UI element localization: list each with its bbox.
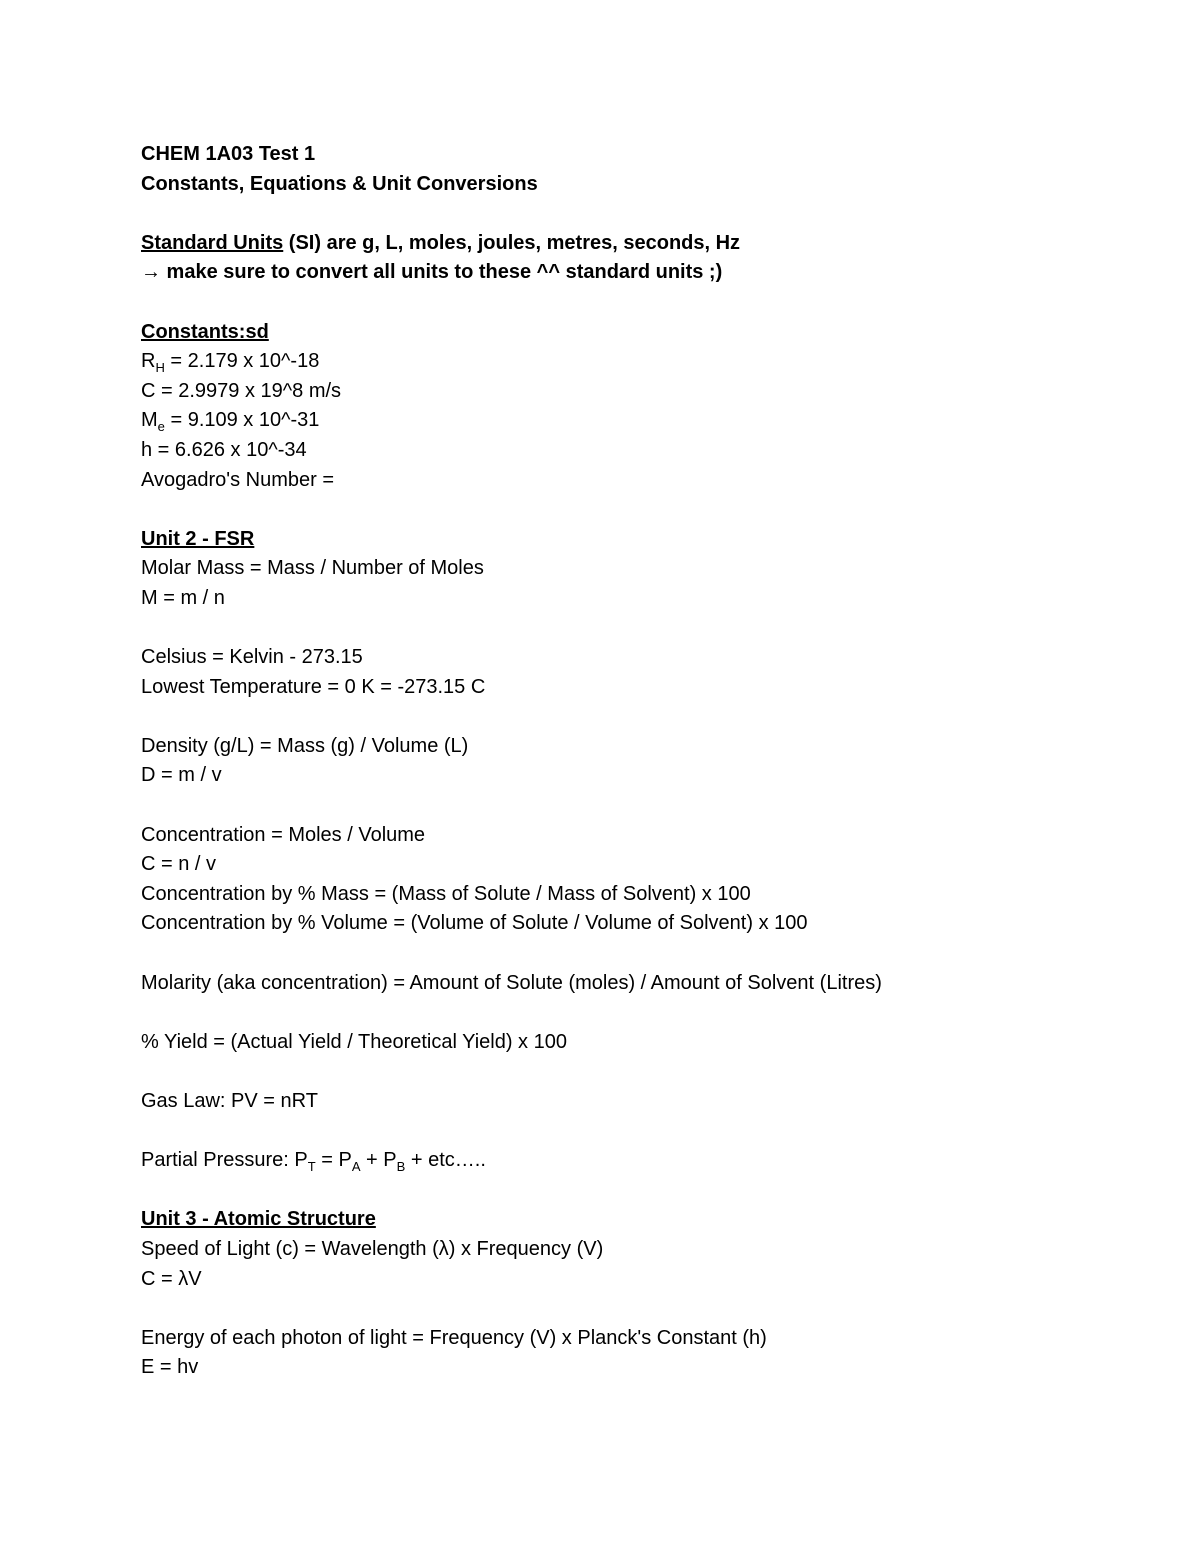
partial-pressure-sub-b: B: [396, 1159, 406, 1175]
standard-units-text: (SI) are g, L, moles, joules, metres, seconds, Hz: [283, 231, 741, 254]
electron-mass-constant: [141, 406, 1141, 436]
gas-law: Gas Law: PV = nRT: [141, 1090, 318, 1112]
spacer: [141, 614, 1141, 644]
spacer: [141, 199, 1141, 229]
density-definition: Density (g/L) = Mass (g) / Volume (L): [141, 734, 469, 757]
percent-yield: % Yield = (Actual Yield / Theoretical Yield) x 100: [141, 1030, 567, 1053]
electron-mass-value: = 9.109 x 10^-31: [164, 409, 320, 432]
lowest-temperature: Lowest Temperature = 0 K = -273.15 C: [141, 675, 486, 698]
unit3-heading: Unit 3 - Atomic Structure: [141, 1208, 376, 1231]
rydberg-symbol: R: [141, 350, 156, 373]
spacer: [141, 1176, 1141, 1206]
unit2-heading: Unit 2 - FSR: [141, 527, 255, 550]
standard-units-note: → make sure to convert all units to these ^^ standard units ;): [141, 261, 723, 284]
electron-mass-subscript: e: [157, 419, 165, 435]
density-equation: D = m / v: [141, 764, 222, 787]
standard-units-label: Standard Units: [141, 231, 284, 254]
constants-heading: Constants:sd: [141, 320, 269, 343]
avogadro-number: Avogadro's Number =: [141, 468, 334, 491]
rydberg-value: = 2.179 x 10^-18: [164, 350, 320, 373]
planck-constant: h = 6.626 x 10^-34: [141, 438, 307, 461]
photon-energy-definition: Energy of each photon of light = Frequency (V) x Planck's Constant (h): [141, 1326, 767, 1349]
spacer: [141, 288, 1141, 318]
document-title: CHEM 1A03 Test 1: [141, 143, 316, 165]
document-subtitle: Constants, Equations & Unit Conversions: [141, 172, 538, 195]
speed-of-light-constant: C = 2.9979 x 19^8 m/s: [141, 379, 342, 402]
molar-mass-equation: M = m / n: [141, 586, 225, 609]
partial-pressure-suffix: + etc…..: [405, 1149, 486, 1172]
spacer: [141, 1117, 1141, 1147]
partial-pressure-mid1: = P: [315, 1149, 352, 1172]
concentration-by-volume: Concentration by % Volume = (Volume of Solute / Volume of Solvent) x 100: [141, 912, 808, 935]
molar-mass-definition: Molar Mass = Mass / Number of Moles: [141, 557, 484, 580]
partial-pressure-prefix: Partial Pressure: P: [141, 1149, 308, 1172]
rydberg-subscript: H: [155, 360, 165, 376]
partial-pressure-sub-t: T: [307, 1159, 316, 1175]
spacer: [141, 791, 1141, 821]
partial-pressure: [141, 1146, 1141, 1176]
spacer: [141, 702, 1141, 732]
rydberg-constant: [141, 347, 1141, 377]
speed-of-light-equation: C = λV: [141, 1267, 202, 1290]
concentration-equation: C = n / v: [141, 853, 217, 876]
document-page: [141, 140, 1141, 1383]
spacer: [141, 495, 1141, 525]
molarity-definition: Molarity (aka concentration) = Amount of Solute (moles) / Amount of Solvent (Litres): [141, 971, 882, 994]
spacer: [141, 939, 1141, 969]
photon-energy-equation: E = hv: [141, 1356, 199, 1379]
electron-mass-symbol: M: [141, 409, 158, 432]
spacer: [141, 998, 1141, 1028]
spacer: [141, 1057, 1141, 1087]
concentration-by-mass: Concentration by % Mass = (Mass of Solute / Mass of Solvent) x 100: [141, 882, 751, 905]
celsius-conversion: Celsius = Kelvin - 273.15: [141, 646, 363, 669]
standard-units-line: [141, 229, 1141, 259]
partial-pressure-sub-a: A: [351, 1159, 361, 1175]
concentration-definition: Concentration = Moles / Volume: [141, 823, 426, 846]
speed-of-light-definition: Speed of Light (c) = Wavelength (λ) x Frequency (V): [141, 1237, 604, 1260]
spacer: [141, 1294, 1141, 1324]
partial-pressure-mid2: + P: [360, 1149, 397, 1172]
